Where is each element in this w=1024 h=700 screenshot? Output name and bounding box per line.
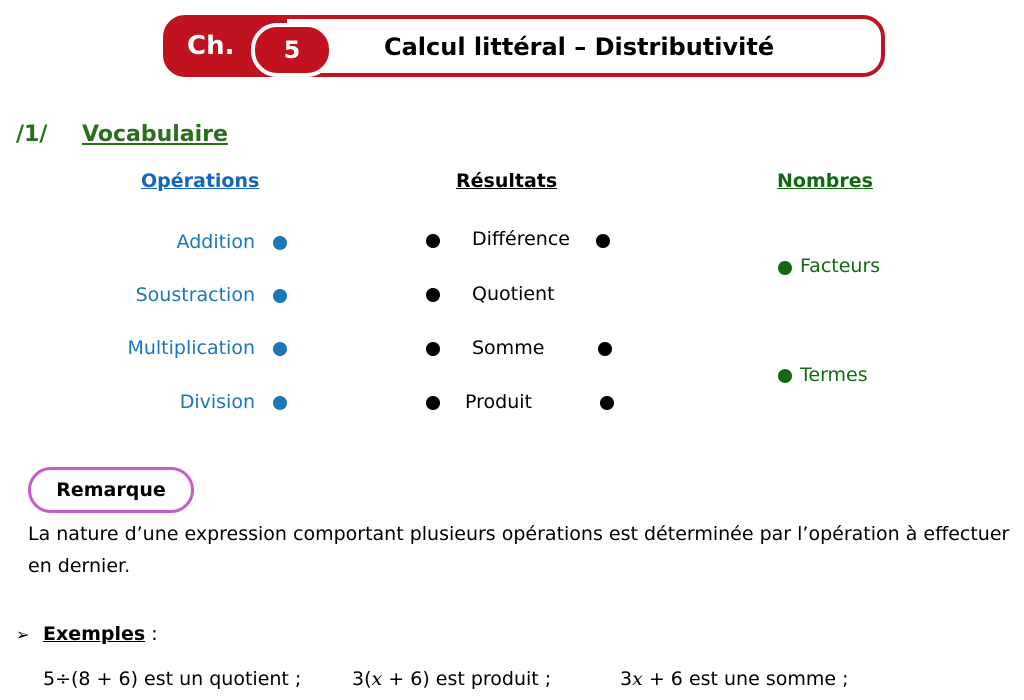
example-item [43,668,301,690]
result-label: Somme [472,337,545,359]
remark-badge [28,467,194,513]
result-left-dot[interactable] [426,342,440,356]
chapter-banner [163,15,885,77]
operation-dot[interactable] [273,342,287,356]
example-text: + 6) est produit ; [382,668,552,690]
operation-label: Addition [176,231,255,253]
arrow-bullet-icon: ➢ [16,625,30,644]
operation-label: Soustraction [135,284,255,306]
result-right-dot[interactable] [600,396,614,410]
operation-label: Division [179,391,255,413]
result-label: Quotient [472,283,555,305]
result-label: Différence [472,228,570,250]
chapter-number: 5 [251,23,333,77]
number-dot[interactable] [778,369,792,383]
example-variable: x [632,668,643,690]
number-dot[interactable] [778,261,792,275]
example-item [620,668,849,690]
result-right-dot[interactable] [598,342,612,356]
example-text: + 6 est une somme ; [642,668,849,690]
operation-dot[interactable] [273,289,287,303]
remark-text: La nature d’une expression comportant plusieurs opérations est déterminée par l’opération à effectuer en dernier. [28,523,1010,577]
chapter-title: Calcul littéral – Distributivité [384,33,775,61]
number-label: Termes [800,364,868,386]
examples-label: Exemples [43,623,146,645]
examples-heading [43,623,158,645]
operation-label: Multiplication [127,337,255,359]
example-text: 3 [620,668,633,690]
example-variable: x [371,668,383,690]
section-title: Vocabulaire [82,122,228,147]
remark-label: Remarque [56,479,166,501]
example-text: 3( [352,668,372,690]
examples-colon: : [145,623,158,645]
operation-dot[interactable] [273,396,287,410]
column-heading-operations: Opérations [141,170,260,192]
chapter-label: Ch. [187,31,235,61]
example-item [352,668,551,690]
example-text: 5÷(8 + 6) est un quotient ; [43,668,302,690]
result-right-dot[interactable] [596,234,610,248]
result-left-dot[interactable] [426,396,440,410]
column-heading-numbers: Nombres [777,170,873,192]
section-number: /1/ [16,122,48,147]
column-heading-results: Résultats [456,170,558,192]
result-left-dot[interactable] [426,288,440,302]
operation-dot[interactable] [273,236,287,250]
number-label: Facteurs [800,255,881,277]
result-label: Produit [465,391,532,413]
result-left-dot[interactable] [426,234,440,248]
